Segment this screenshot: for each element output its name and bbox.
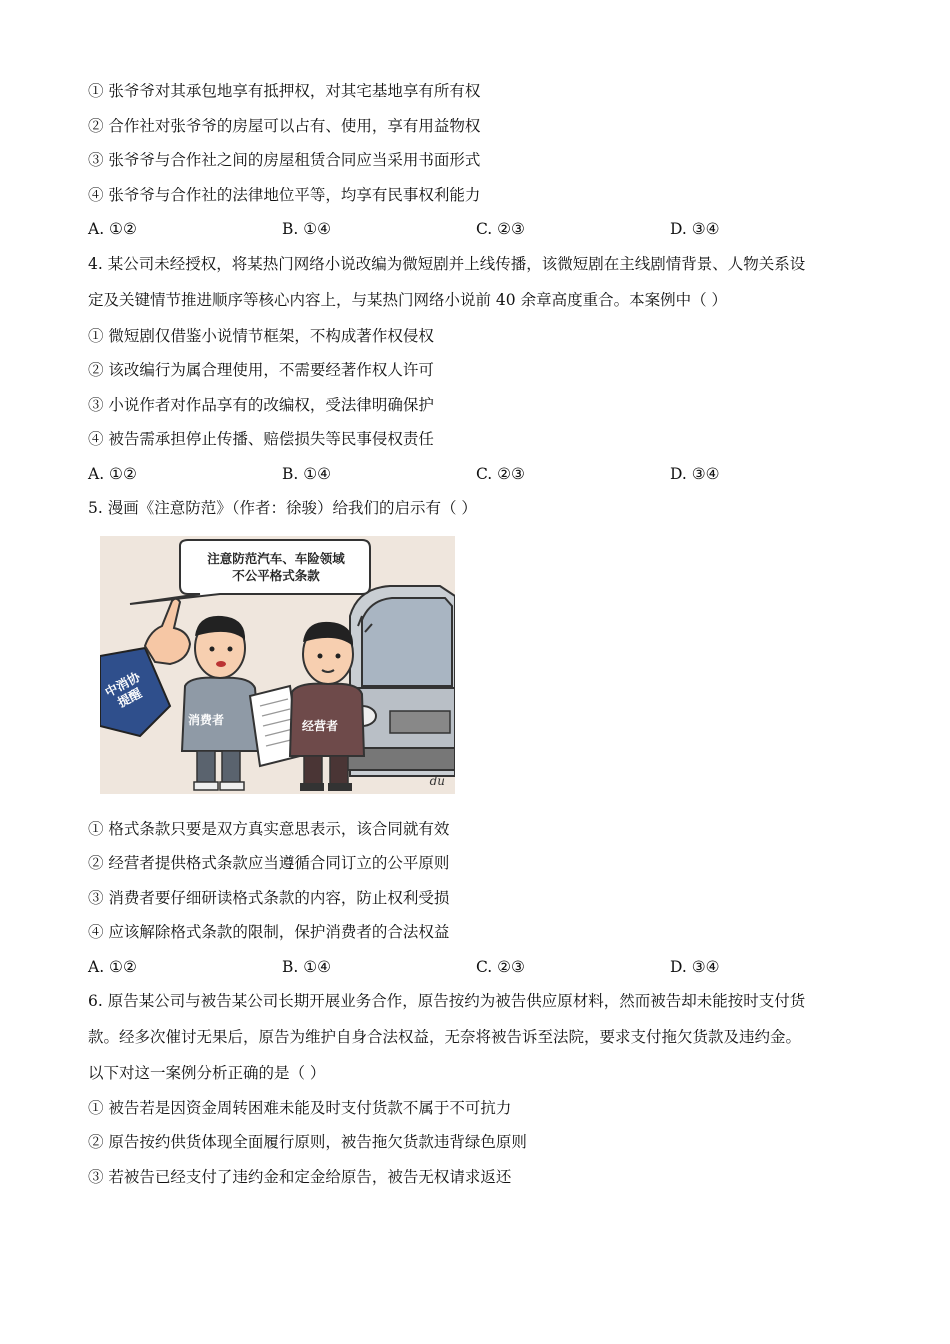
q4-stem-line-2: 定及关键情节推进顺序等核心内容上，与某热门网络小说前 40 余章高度重合。本案例中（ ） [88, 290, 728, 309]
q6-stem-line-2: 款。经多次催讨无果后，原告为维护自身合法权益，无奈将被告诉至法院，要求支付拖欠货款及违约金。 [88, 1028, 802, 1046]
q5-statement-1: ① 格式条款只要是双方真实意思表示，该合同就有效 [88, 819, 450, 838]
exam-page [88, 78, 868, 1198]
speech-bubble-line-2: 不公平格式条款 [232, 567, 320, 583]
q5-option-a: A. ①② [88, 957, 137, 976]
q4-statement-2: ② 该改编行为属合理使用，不需要经著作权人许可 [88, 361, 434, 379]
q6-statement-2: ② 原告按约供货体现全面履行原则，被告拖欠货款违背绿色原则 [88, 1133, 527, 1151]
q5-statement-2: ② 经营者提供格式条款应当遵循合同订立的公平原则 [88, 854, 450, 872]
q4-options [88, 461, 868, 496]
q5-stem: 5. 漫画《注意防范》（作者：徐骏）给我们的启示有（ ） [88, 499, 477, 517]
q5-option-b: B. ①④ [282, 957, 332, 976]
q5-option-d: D. ③④ [670, 957, 720, 976]
q6-stem-line-3: 以下对这一案例分析正确的是（ ） [88, 1064, 326, 1082]
q5-statement-4: ④ 应该解除格式条款的限制，保护消费者的合法权益 [88, 923, 450, 941]
q4-option-d: D. ③④ [670, 464, 720, 483]
q3-statement-4: ④ 张爷爷与合作社的法律地位平等，均享有民事权利能力 [88, 185, 481, 204]
q3-statement-list [88, 78, 868, 216]
operator-label: 经营者 [302, 718, 339, 733]
cca-label: 中消协提醒 [102, 668, 145, 710]
q3-option-a: A. ①② [88, 220, 137, 238]
q6-statement-3: ③ 若被告已经支付了违约金和定金给原告，被告无权请求返还 [88, 1167, 512, 1186]
q4-statement-3: ③ 小说作者对作品享有的改编权，受法律明确保护 [88, 395, 434, 414]
question-4 [88, 251, 868, 496]
comic-illustration [100, 536, 455, 794]
q3-option-d: D. ③④ [670, 220, 720, 238]
speech-bubble-line-1: 注意防范汽车、车险领域 [207, 550, 345, 566]
speech-bubble-text [186, 550, 366, 584]
consumer-label: 消费者 [188, 712, 225, 727]
q3-option-c: C. ②③ [476, 220, 525, 238]
q6-statement-1: ① 被告若是因资金周转困难未能及时支付货款不属于不可抗力 [88, 1098, 512, 1117]
q5-options [88, 954, 868, 989]
q3-statement-1: ① 张爷爷对其承包地享有抵押权，对其宅基地享有所有权 [88, 82, 481, 100]
q5-option-c: C. ②③ [476, 957, 525, 976]
q4-statement-4: ④ 被告需承担停止传播、赔偿损失等民事侵权责任 [88, 430, 434, 448]
q3-options [88, 216, 868, 251]
q4-statement-1: ① 微短剧仅借鉴小说情节框架，不构成著作权侵权 [88, 326, 434, 345]
q4-option-b: B. ①④ [282, 464, 332, 483]
artist-signature: du [429, 773, 445, 788]
q5-statement-3: ③ 消费者要仔细研读格式条款的内容，防止权利受损 [88, 888, 450, 907]
q4-option-a: A. ①② [88, 464, 137, 483]
question-5 [88, 495, 868, 988]
q3-statement-3: ③ 张爷爷与合作社之间的房屋租赁合同应当采用书面形式 [88, 151, 481, 169]
q3-statement-2: ② 合作社对张爷爷的房屋可以占有、使用，享有用益物权 [88, 116, 481, 135]
question-6 [88, 988, 868, 1198]
q6-stem-line-1: 6. 原告某公司与被告某公司长期开展业务合作，原告按约为被告供应原材料，然而被告却未能按时支付货 [88, 992, 806, 1010]
q3-option-b: B. ①④ [282, 220, 332, 238]
q4-option-c: C. ②③ [476, 464, 525, 483]
q4-stem-line-1: 4. 某公司未经授权，将某热门网络小说改编为微短剧并上线传播，该微短剧在主线剧情背景、人物关系设 [88, 254, 806, 273]
